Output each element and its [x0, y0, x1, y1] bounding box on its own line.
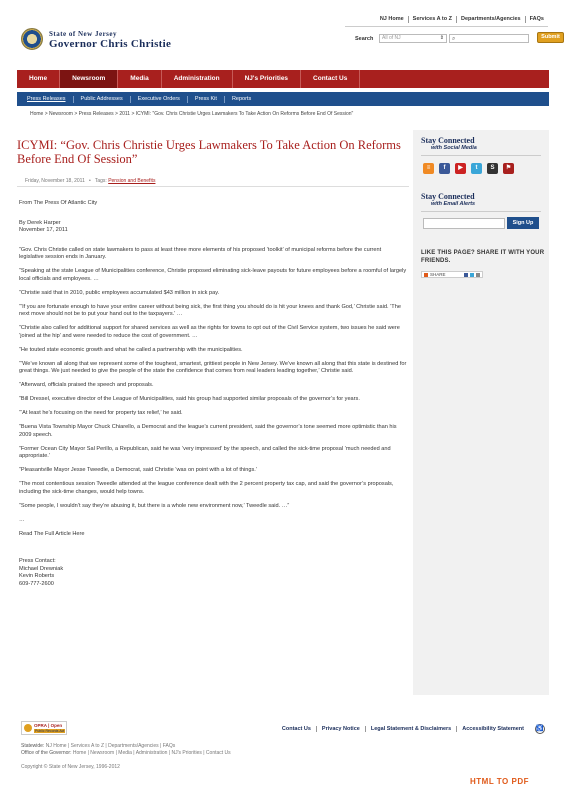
statewide-links[interactable] — [21, 743, 175, 749]
main-nav-item-newsroom[interactable]: Newsroom — [60, 70, 118, 88]
article-paragraph: “Former Ocean City Mayor Sal Perillo, a Republican, said he was ‘very impressed’ by the speech, and called the sick-time proposal ‘much needed and appropriate.’ — [19, 445, 391, 459]
search-input[interactable] — [449, 34, 529, 43]
facebook-icon[interactable]: f — [439, 163, 450, 174]
tag-link[interactable]: Pension and Benefits — [108, 178, 156, 184]
sidebar — [413, 130, 549, 695]
article-source: From The Press Of Atlantic City — [19, 200, 98, 206]
article-paragraph: “Buena Vista Township Mayor Chuck Chiarello, a Democrat and the league’s current president, said the governor’s tone seemed more optimistic than his 2009 speech. — [19, 424, 397, 438]
article-body — [19, 200, 407, 588]
article-paragraph: … — [19, 516, 25, 523]
sub-nav-item-public-addresses[interactable]: Public Addresses — [73, 96, 130, 103]
divider — [421, 211, 541, 212]
sign-up-button[interactable]: Sign Up — [507, 217, 539, 229]
facebook-icon — [464, 273, 468, 277]
state-seal-logo[interactable] — [21, 28, 43, 50]
copyright: Copyright © State of New Jersey, 1996-2012 — [21, 764, 120, 770]
footer-link[interactable]: Privacy Notice — [316, 726, 365, 732]
article-date: Friday, November 18, 2011 — [25, 178, 85, 184]
email-alerts-subheading: with Email Alerts — [431, 201, 476, 207]
utility-bar — [0, 16, 565, 26]
scribd-icon[interactable]: S — [487, 163, 498, 174]
article-paragraph: “‘We’ve known all along that we represent some of the toughest, smartest, grittiest people in New Jersey. We’ve known all along that this state is destined for great things. We just needed to give the people of the state the confidence that comes from real leaders leading together,’ Christie said. — [19, 360, 407, 374]
site-header — [17, 26, 560, 70]
article-paragraph: “Speaking at the state League of Municipalities conference, Christie proposed eliminating sick-leave payouts for future employees before a roomful of largely local officials and employees. … — [19, 268, 407, 282]
sub-nav-item-executive-orders[interactable]: Executive Orders — [130, 96, 187, 103]
footer-link[interactable]: Legal Statement & Disclaimers — [365, 726, 456, 732]
divider — [17, 186, 409, 187]
twitter-icon[interactable]: t — [471, 163, 482, 174]
press-contact-line: 609-777-2600 — [19, 580, 54, 587]
governor-office-links[interactable] — [21, 750, 231, 756]
article-paragraph: “He touted state economic growth and what he called a partnership with the municipalities. — [19, 346, 243, 353]
article-paragraphs — [19, 247, 407, 525]
sub-nav — [17, 92, 549, 106]
article-paragraph: “Gov. Chris Christie called on state lawmakers to pass at least three more elements of his proposed ‘toolkit’ of municipal reforms before the current legislative session ends in January. — [19, 246, 382, 260]
rss-icon[interactable]: ≡ — [423, 163, 434, 174]
main-content — [17, 130, 409, 695]
page-title: ICYMI: “Gov. Chris Christie Urges Lawmakers To Take Action On Reforms Before End Of Session” — [17, 138, 401, 166]
footer-link[interactable]: Accessibility Statement — [456, 726, 529, 732]
twitter-icon — [470, 273, 474, 277]
chevron-updown-icon: ⇕ — [439, 35, 444, 41]
office-links-text: Home | Newsroom | Media | Administration | NJ's Priorities | Contact Us — [72, 750, 231, 756]
read-more-link[interactable]: Read The Full Article Here — [19, 530, 85, 537]
main-nav-item-media[interactable]: Media — [118, 70, 161, 88]
utility-links — [376, 16, 548, 23]
stay-connected-email-heading: Stay Connected — [421, 192, 475, 201]
press-contact-line: Kevin Roberts — [19, 573, 55, 579]
submit-button[interactable]: Submit — [537, 32, 564, 43]
breadcrumb[interactable]: Home > Newsroom > Press Releases > 2011 > ICYMI: "Gov. Chris Christie Urges Lawmakers To Take Action On Reforms Before End Of Session" — [30, 111, 354, 117]
sub-nav-item-reports[interactable]: Reports — [224, 96, 258, 103]
opra-logo[interactable] — [21, 721, 67, 735]
utility-link[interactable]: Departments/Agencies — [456, 16, 525, 23]
footer — [17, 713, 549, 743]
footer-link[interactable]: Contact Us — [281, 726, 311, 732]
youtube-icon[interactable]: ▶ — [455, 163, 466, 174]
byline: By Derek Harper — [19, 219, 61, 226]
main-nav-item-administration[interactable]: Administration — [162, 70, 233, 88]
opra-title: OPRA | Open — [34, 723, 63, 728]
utility-link[interactable]: Services A to Z — [408, 16, 456, 23]
statewide-links-text: NJ Home | Services A to Z | Departments/Agencies | FAQs — [45, 743, 176, 749]
divider — [421, 155, 541, 156]
social-icons — [423, 163, 514, 174]
sub-nav-item-press-releases[interactable]: Press Releases — [27, 95, 66, 102]
statewide-label: Statewide: — [21, 743, 45, 749]
article-paragraph: “Pleasantville Mayor Jesse Tweedle, a Democrat, said Christie ‘was on point with a lot of things.’ — [19, 467, 258, 473]
opra-subtitle: Public Records Act — [35, 729, 65, 733]
utility-link[interactable]: FAQs — [525, 16, 548, 23]
article-paragraph: “Christie also called for additional support for shared services as well as the rights for towns to opt out of the Civil Service system, two issues he said were ‘joined at the hip’ and were needed to reduce the cost of government. … — [19, 325, 400, 339]
article-paragraph: “Afterward, officials praised the speech and proposals. — [19, 382, 154, 388]
utility-link[interactable]: NJ Home — [379, 16, 404, 22]
opra-emblem-icon — [24, 724, 32, 732]
social-media-subheading: with Social Media — [431, 145, 477, 151]
search-label: Search — [355, 36, 374, 42]
email-icon — [476, 273, 480, 277]
share-prompt: LIKE THIS PAGE? SHARE IT WITH YOUR FRIENDS. — [421, 250, 545, 264]
main-nav-item-nj-s-priorities[interactable]: NJ's Priorities — [233, 70, 301, 88]
governor-title[interactable]: Governor Chris Christie — [49, 38, 172, 50]
search-scope-value: All of NJ — [382, 35, 401, 41]
main-nav — [17, 70, 549, 88]
stay-connected-heading: Stay Connected — [421, 136, 475, 145]
state-of-label: State of New Jersey — [49, 30, 118, 38]
article-paragraph: “Christie said that in 2010, public employees accumulated $43 million in sick pay. — [19, 289, 220, 296]
byline-date: November 17, 2011 — [19, 227, 68, 233]
bookmark-icon[interactable]: ⚑ — [503, 163, 514, 174]
article-meta: Friday, November 18, 2011 • Tags: Pension and Benefits — [25, 178, 156, 184]
share-label: SHARE — [430, 272, 446, 277]
main-nav-item-home[interactable]: Home — [17, 70, 60, 88]
search-scope-select[interactable] — [379, 34, 447, 43]
html-to-pdf-mark: HTML TO PDF — [470, 777, 529, 786]
sub-nav-item-press-kit[interactable]: Press Kit — [187, 96, 224, 103]
search-icon: ⌕ — [452, 36, 456, 42]
press-contact-label: Press Contact: — [19, 558, 56, 564]
article-paragraph: “‘At least he’s focusing on the need for property tax relief,’ he said. — [19, 410, 183, 416]
press-contacts — [19, 566, 407, 589]
share-button[interactable] — [421, 271, 483, 278]
office-label: Office of the Governor: — [21, 750, 72, 756]
email-field[interactable] — [423, 218, 505, 229]
share-icon — [424, 273, 428, 277]
accessibility-icon[interactable]: ♿ — [536, 726, 544, 732]
press-contact-line: Michael Drewniak — [19, 565, 64, 572]
footer-links — [277, 726, 529, 732]
article-paragraph: “The most contentious session Tweedle attended at the league conference dealt with the 2 percent property tax cap, and said the governor’s proposals, including the sick-time changes, would help towns. — [19, 481, 394, 495]
article-paragraph: “‘If you are fortunate enough to have your entire career without being sick, the first thing you should do is hit your knees and thank God,’ Christie said. ‘The next move should not be to put your hand out to the taxpayers.’ … — [19, 303, 401, 317]
article-paragraph: “Some people, I wouldn’t say they’re abusing it, but there is a whole new environment now,’ Tweedle said. …” — [19, 502, 290, 509]
main-nav-item-contact-us[interactable]: Contact Us — [301, 70, 360, 88]
tags-label: Tags: — [94, 178, 107, 184]
article-paragraph: “Bill Dressel, executive director of the League of Municipalities, said his group had supported similar proposals of the governor’s for years. — [19, 396, 360, 402]
